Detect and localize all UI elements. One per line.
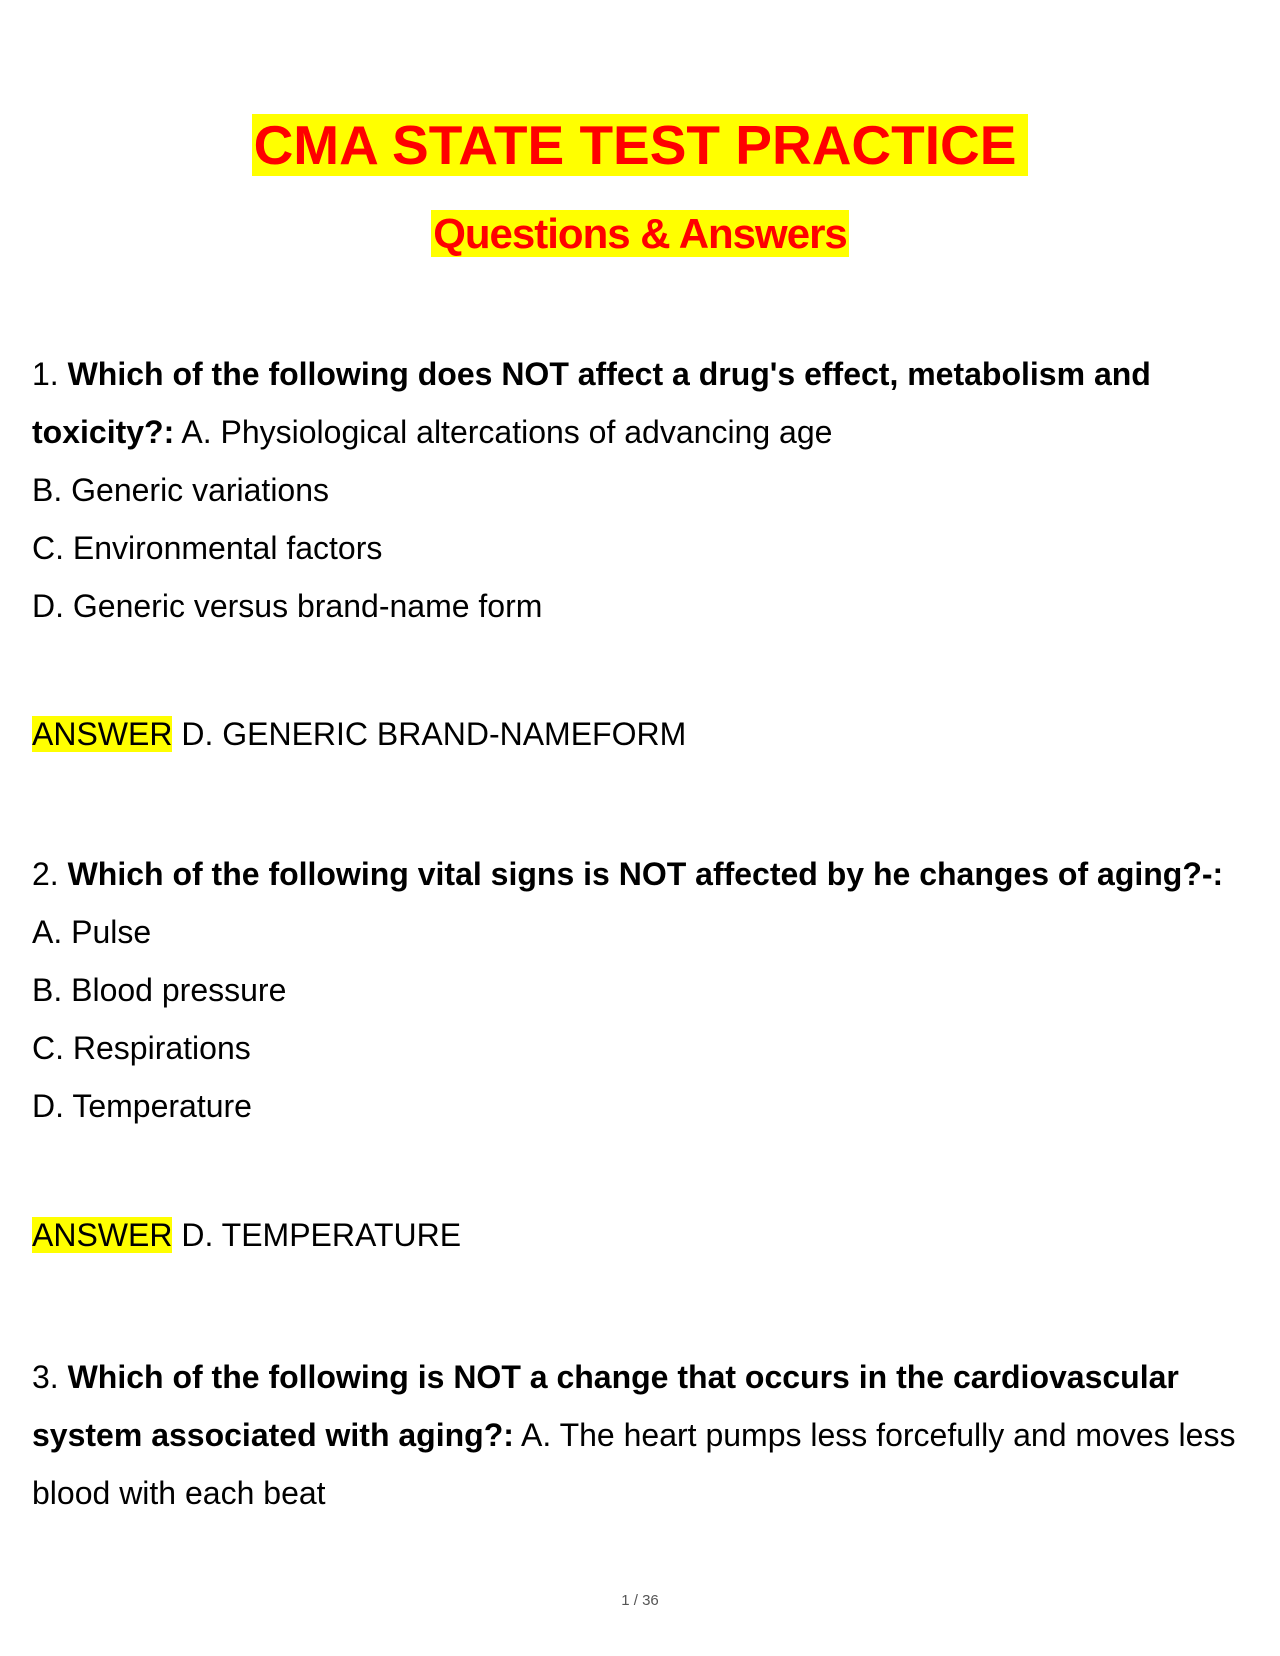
answer-2-text: D. TEMPERATURE bbox=[181, 1217, 462, 1253]
question-3-option-a: A. The heart pumps less forcefully and moves less blood with each beat bbox=[32, 1417, 1236, 1511]
question-1-stem bbox=[32, 345, 1252, 461]
question-2-stem bbox=[32, 845, 1252, 961]
page-indicator: 1 / 36 bbox=[621, 1592, 659, 1609]
question-1-option-d: D. Generic versus brand-name form bbox=[32, 588, 543, 624]
question-1-option-b: B. Generic variations bbox=[32, 472, 330, 508]
document-title bbox=[0, 112, 1280, 178]
question-1-option-c: C. Environmental factors bbox=[32, 530, 383, 566]
question-2-number: 2. bbox=[32, 856, 59, 892]
answer-2-line bbox=[32, 1206, 1252, 1264]
question-2-option-b: B. Blood pressure bbox=[32, 972, 287, 1008]
question-2 bbox=[32, 845, 1252, 1135]
answer-1-text: D. GENERIC BRAND-NAMEFORM bbox=[181, 716, 687, 752]
question-1-text: Which of the following does NOT affect a drug's effect, metabolism and toxicity?: bbox=[32, 356, 1151, 450]
question-1-option-a: A. Physiological altercations of advancing age bbox=[181, 414, 833, 450]
answer-2-label: ANSWER bbox=[32, 1217, 173, 1253]
document-subtitle bbox=[0, 206, 1280, 262]
question-2-option-c: C. Respirations bbox=[32, 1030, 251, 1066]
question-3-text: Which of the following is NOT a change that occurs in the cardiovascular system associated with aging?: bbox=[32, 1359, 1179, 1453]
document-subtitle-text: Questions & Answers bbox=[433, 210, 847, 257]
answer-1 bbox=[32, 705, 1252, 763]
question-3-number: 3. bbox=[32, 1359, 59, 1395]
question-3-stem bbox=[32, 1348, 1252, 1522]
answer-2 bbox=[32, 1206, 1252, 1264]
question-2-option-d: D. Temperature bbox=[32, 1088, 252, 1124]
answer-1-label: ANSWER bbox=[32, 716, 173, 752]
question-1 bbox=[32, 345, 1252, 635]
question-2-option-a: A. Pulse bbox=[32, 914, 152, 950]
question-1-number: 1. bbox=[32, 356, 59, 392]
answer-1-line bbox=[32, 705, 1252, 763]
question-3 bbox=[32, 1348, 1252, 1522]
question-2-text: Which of the following vital signs is NOT affected by he changes of aging?-: bbox=[67, 856, 1224, 892]
document-title-text: CMA STATE TEST PRACTICE bbox=[252, 114, 1029, 176]
